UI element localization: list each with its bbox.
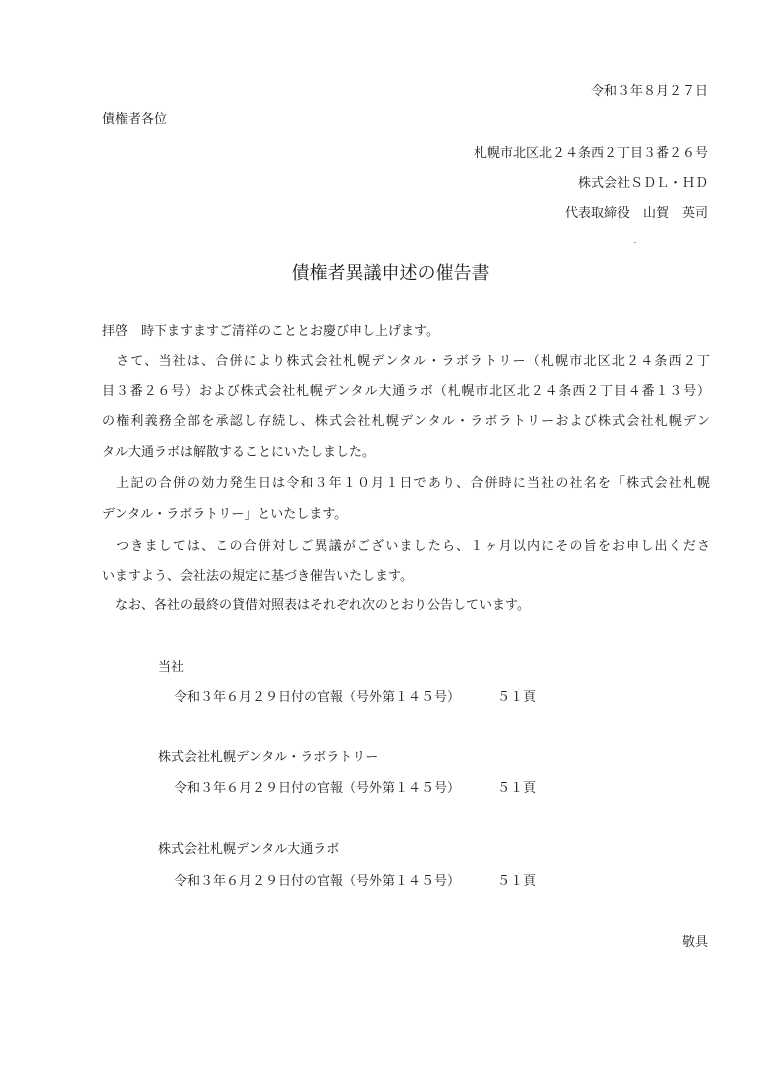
- body-line: デンタル・ラボラトリー」といたします。: [102, 507, 348, 522]
- sender-representative: 代表取締役 山賀 英司: [564, 206, 708, 221]
- body-line: 目３番２６号）および株式会社札幌デンタル大通ラボ（札幌市北区北２４条西２丁目４番１３号）: [102, 384, 710, 399]
- closing: 敬具: [681, 935, 708, 950]
- notice-page: ５１頁: [497, 874, 537, 889]
- body-line: 上記の合併の効力発生日は令和３年１０月１日であり、合併時に当社の社名を「株式会社札幌: [102, 476, 710, 491]
- page-title: 債権者異議申述の催告書: [291, 263, 490, 284]
- notice-gazette: 令和３年６月２９日付の官報（号外第１４５号）: [174, 690, 461, 705]
- notice-page: ５１頁: [497, 690, 537, 705]
- notice-page: ５１頁: [497, 781, 537, 796]
- sender-company: 株式会社ＳＤＬ・ＨＤ: [577, 176, 708, 191]
- body-line: タル大通ラボは解散することにいたしました。: [102, 445, 376, 460]
- body-line: いますよう、会社法の規定に基づき催告いたします。: [102, 569, 413, 584]
- addressee: 債権者各位: [102, 112, 168, 127]
- notice-company: 株式会社札幌デンタル大通ラボ: [158, 842, 340, 857]
- body-line: 拝啓 時下ますますご清祥のこととお慶び申し上げます。: [102, 324, 439, 339]
- date: 令和３年８月２７日: [590, 84, 708, 99]
- body-line: の権利義務全部を承認し存続し、株式会社札幌デンタル・ラボラトリーおよび株式会社札幌デン: [102, 414, 710, 429]
- notice-company: 当社: [158, 660, 185, 675]
- notice-company: 株式会社札幌デンタル・ラボラトリー: [158, 750, 379, 765]
- body-line: つきましては、この合併対しご異議がございましたら、１ヶ月以内にその旨をお申し出くださ: [102, 539, 710, 554]
- body-line: さて、当社は、合併により株式会社札幌デンタル・ラボラトリー（札幌市北区北２４条西２丁: [102, 354, 710, 369]
- body-line: なお、各社の最終の貸借対照表はそれぞれ次のとおり公告しています。: [102, 598, 530, 613]
- notice-gazette: 令和３年６月２９日付の官報（号外第１４５号）: [174, 874, 461, 889]
- notice-gazette: 令和３年６月２９日付の官報（号外第１４５号）: [174, 781, 461, 796]
- sender-address: 札幌市北区北２４条西２丁目３番２６号: [473, 146, 708, 161]
- scan-speck: [634, 242, 636, 243]
